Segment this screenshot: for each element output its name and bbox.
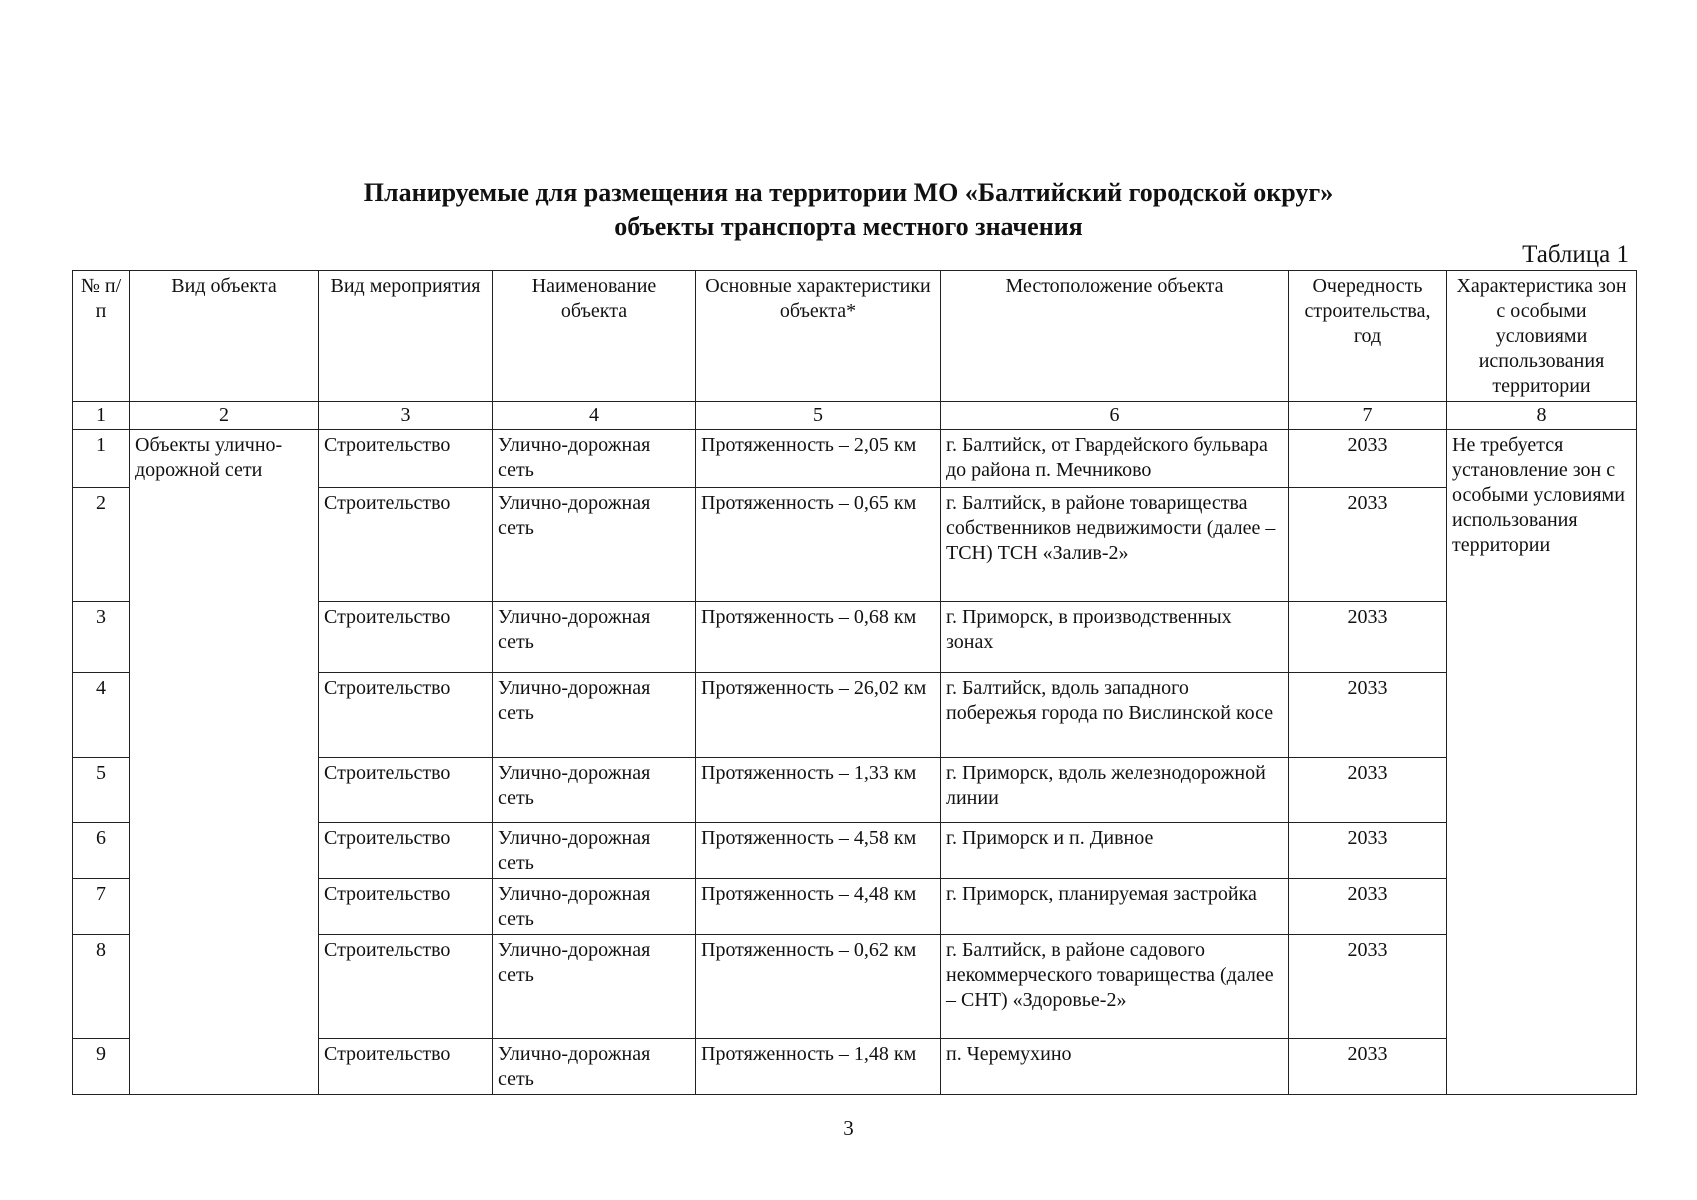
location-cell: г. Приморск, планируемая застройка bbox=[941, 879, 1289, 935]
row-number: 4 bbox=[73, 673, 130, 758]
column-number: 8 bbox=[1447, 402, 1637, 430]
page-number: 3 bbox=[843, 1116, 854, 1140]
year-cell: 2033 bbox=[1289, 602, 1447, 673]
name-cell: Улично-дорожная сеть bbox=[493, 1039, 696, 1095]
column-number: 4 bbox=[493, 402, 696, 430]
action-cell: Строительство bbox=[319, 673, 493, 758]
location-cell: г. Приморск, вдоль железнодорожной линии bbox=[941, 758, 1289, 823]
name-cell: Улично-дорожная сеть bbox=[493, 602, 696, 673]
header-cell: Основные характеристики объекта* bbox=[696, 271, 941, 402]
spec-cell: Протяженность – 4,48 км bbox=[696, 879, 941, 935]
column-number: 7 bbox=[1289, 402, 1447, 430]
location-cell: г. Приморск, в производственных зонах bbox=[941, 602, 1289, 673]
year-cell: 2033 bbox=[1289, 879, 1447, 935]
column-number: 2 bbox=[130, 402, 319, 430]
location-cell: п. Черемухино bbox=[941, 1039, 1289, 1095]
row-number: 2 bbox=[73, 488, 130, 602]
row-number: 7 bbox=[73, 879, 130, 935]
header-cell: Вид мероприятия bbox=[319, 271, 493, 402]
title-line-2: объекты транспорта местного значения bbox=[614, 212, 1083, 241]
name-cell: Улично-дорожная сеть bbox=[493, 430, 696, 488]
row-number: 3 bbox=[73, 602, 130, 673]
header-cell: Вид объекта bbox=[130, 271, 319, 402]
action-cell: Строительство bbox=[319, 1039, 493, 1095]
name-cell: Улично-дорожная сеть bbox=[493, 823, 696, 879]
location-cell: г. Балтийск, от Гвардейского бульвара до района п. Мечниково bbox=[941, 430, 1289, 488]
location-cell: г. Балтийск, в районе товарищества собственников недвижимости (далее – ТСН) ТСН «Залив-2» bbox=[941, 488, 1289, 602]
header-cell: Очередность строительства, год bbox=[1289, 271, 1447, 402]
row-number: 5 bbox=[73, 758, 130, 823]
action-cell: Строительство bbox=[319, 488, 493, 602]
action-cell: Строительство bbox=[319, 430, 493, 488]
column-number-row bbox=[73, 402, 1637, 430]
table-label: Таблица 1 bbox=[1522, 241, 1629, 268]
action-cell: Строительство bbox=[319, 602, 493, 673]
zones-cell: Не требуется установление зон с особыми условиями использования территории bbox=[1447, 430, 1637, 1095]
spec-cell: Протяженность – 0,65 км bbox=[696, 488, 941, 602]
year-cell: 2033 bbox=[1289, 488, 1447, 602]
header-cell: № п/п bbox=[73, 271, 130, 402]
name-cell: Улично-дорожная сеть bbox=[493, 673, 696, 758]
spec-cell: Протяженность – 1,33 км bbox=[696, 758, 941, 823]
object-type-cell: Объекты улично-дорожной сети bbox=[130, 430, 319, 1095]
table-row bbox=[73, 430, 1637, 488]
column-number: 6 bbox=[941, 402, 1289, 430]
row-number: 8 bbox=[73, 935, 130, 1039]
action-cell: Строительство bbox=[319, 823, 493, 879]
document-title bbox=[0, 176, 1697, 244]
location-cell: г. Балтийск, в районе садового некоммерческого товарищества (далее – СНТ) «Здоровье-2» bbox=[941, 935, 1289, 1039]
row-number: 9 bbox=[73, 1039, 130, 1095]
name-cell: Улично-дорожная сеть bbox=[493, 758, 696, 823]
spec-cell: Протяженность – 1,48 км bbox=[696, 1039, 941, 1095]
spec-cell: Протяженность – 0,62 км bbox=[696, 935, 941, 1039]
year-cell: 2033 bbox=[1289, 935, 1447, 1039]
spec-cell: Протяженность – 2,05 км bbox=[696, 430, 941, 488]
column-number: 3 bbox=[319, 402, 493, 430]
header-cell: Наименование объекта bbox=[493, 271, 696, 402]
spec-cell: Протяженность – 0,68 км bbox=[696, 602, 941, 673]
year-cell: 2033 bbox=[1289, 823, 1447, 879]
year-cell: 2033 bbox=[1289, 1039, 1447, 1095]
header-row bbox=[73, 271, 1637, 402]
spec-cell: Протяженность – 4,58 км bbox=[696, 823, 941, 879]
year-cell: 2033 bbox=[1289, 758, 1447, 823]
location-cell: г. Балтийск, вдоль западного побережья города по Вислинской косе bbox=[941, 673, 1289, 758]
action-cell: Строительство bbox=[319, 758, 493, 823]
column-number: 5 bbox=[696, 402, 941, 430]
location-cell: г. Приморск и п. Дивное bbox=[941, 823, 1289, 879]
spec-cell: Протяженность – 26,02 км bbox=[696, 673, 941, 758]
year-cell: 2033 bbox=[1289, 673, 1447, 758]
action-cell: Строительство bbox=[319, 879, 493, 935]
row-number: 1 bbox=[73, 430, 130, 488]
year-cell: 2033 bbox=[1289, 430, 1447, 488]
name-cell: Улично-дорожная сеть bbox=[493, 879, 696, 935]
name-cell: Улично-дорожная сеть bbox=[493, 488, 696, 602]
name-cell: Улично-дорожная сеть bbox=[493, 935, 696, 1039]
row-number: 6 bbox=[73, 823, 130, 879]
column-number: 1 bbox=[73, 402, 130, 430]
header-cell: Местоположение объекта bbox=[941, 271, 1289, 402]
action-cell: Строительство bbox=[319, 935, 493, 1039]
header-cell: Характеристика зон с особыми условиями использования территории bbox=[1447, 271, 1637, 402]
transport-objects-table bbox=[72, 270, 1637, 1095]
title-line-1: Планируемые для размещения на территории МО «Балтийский городской округ» bbox=[363, 178, 1334, 207]
